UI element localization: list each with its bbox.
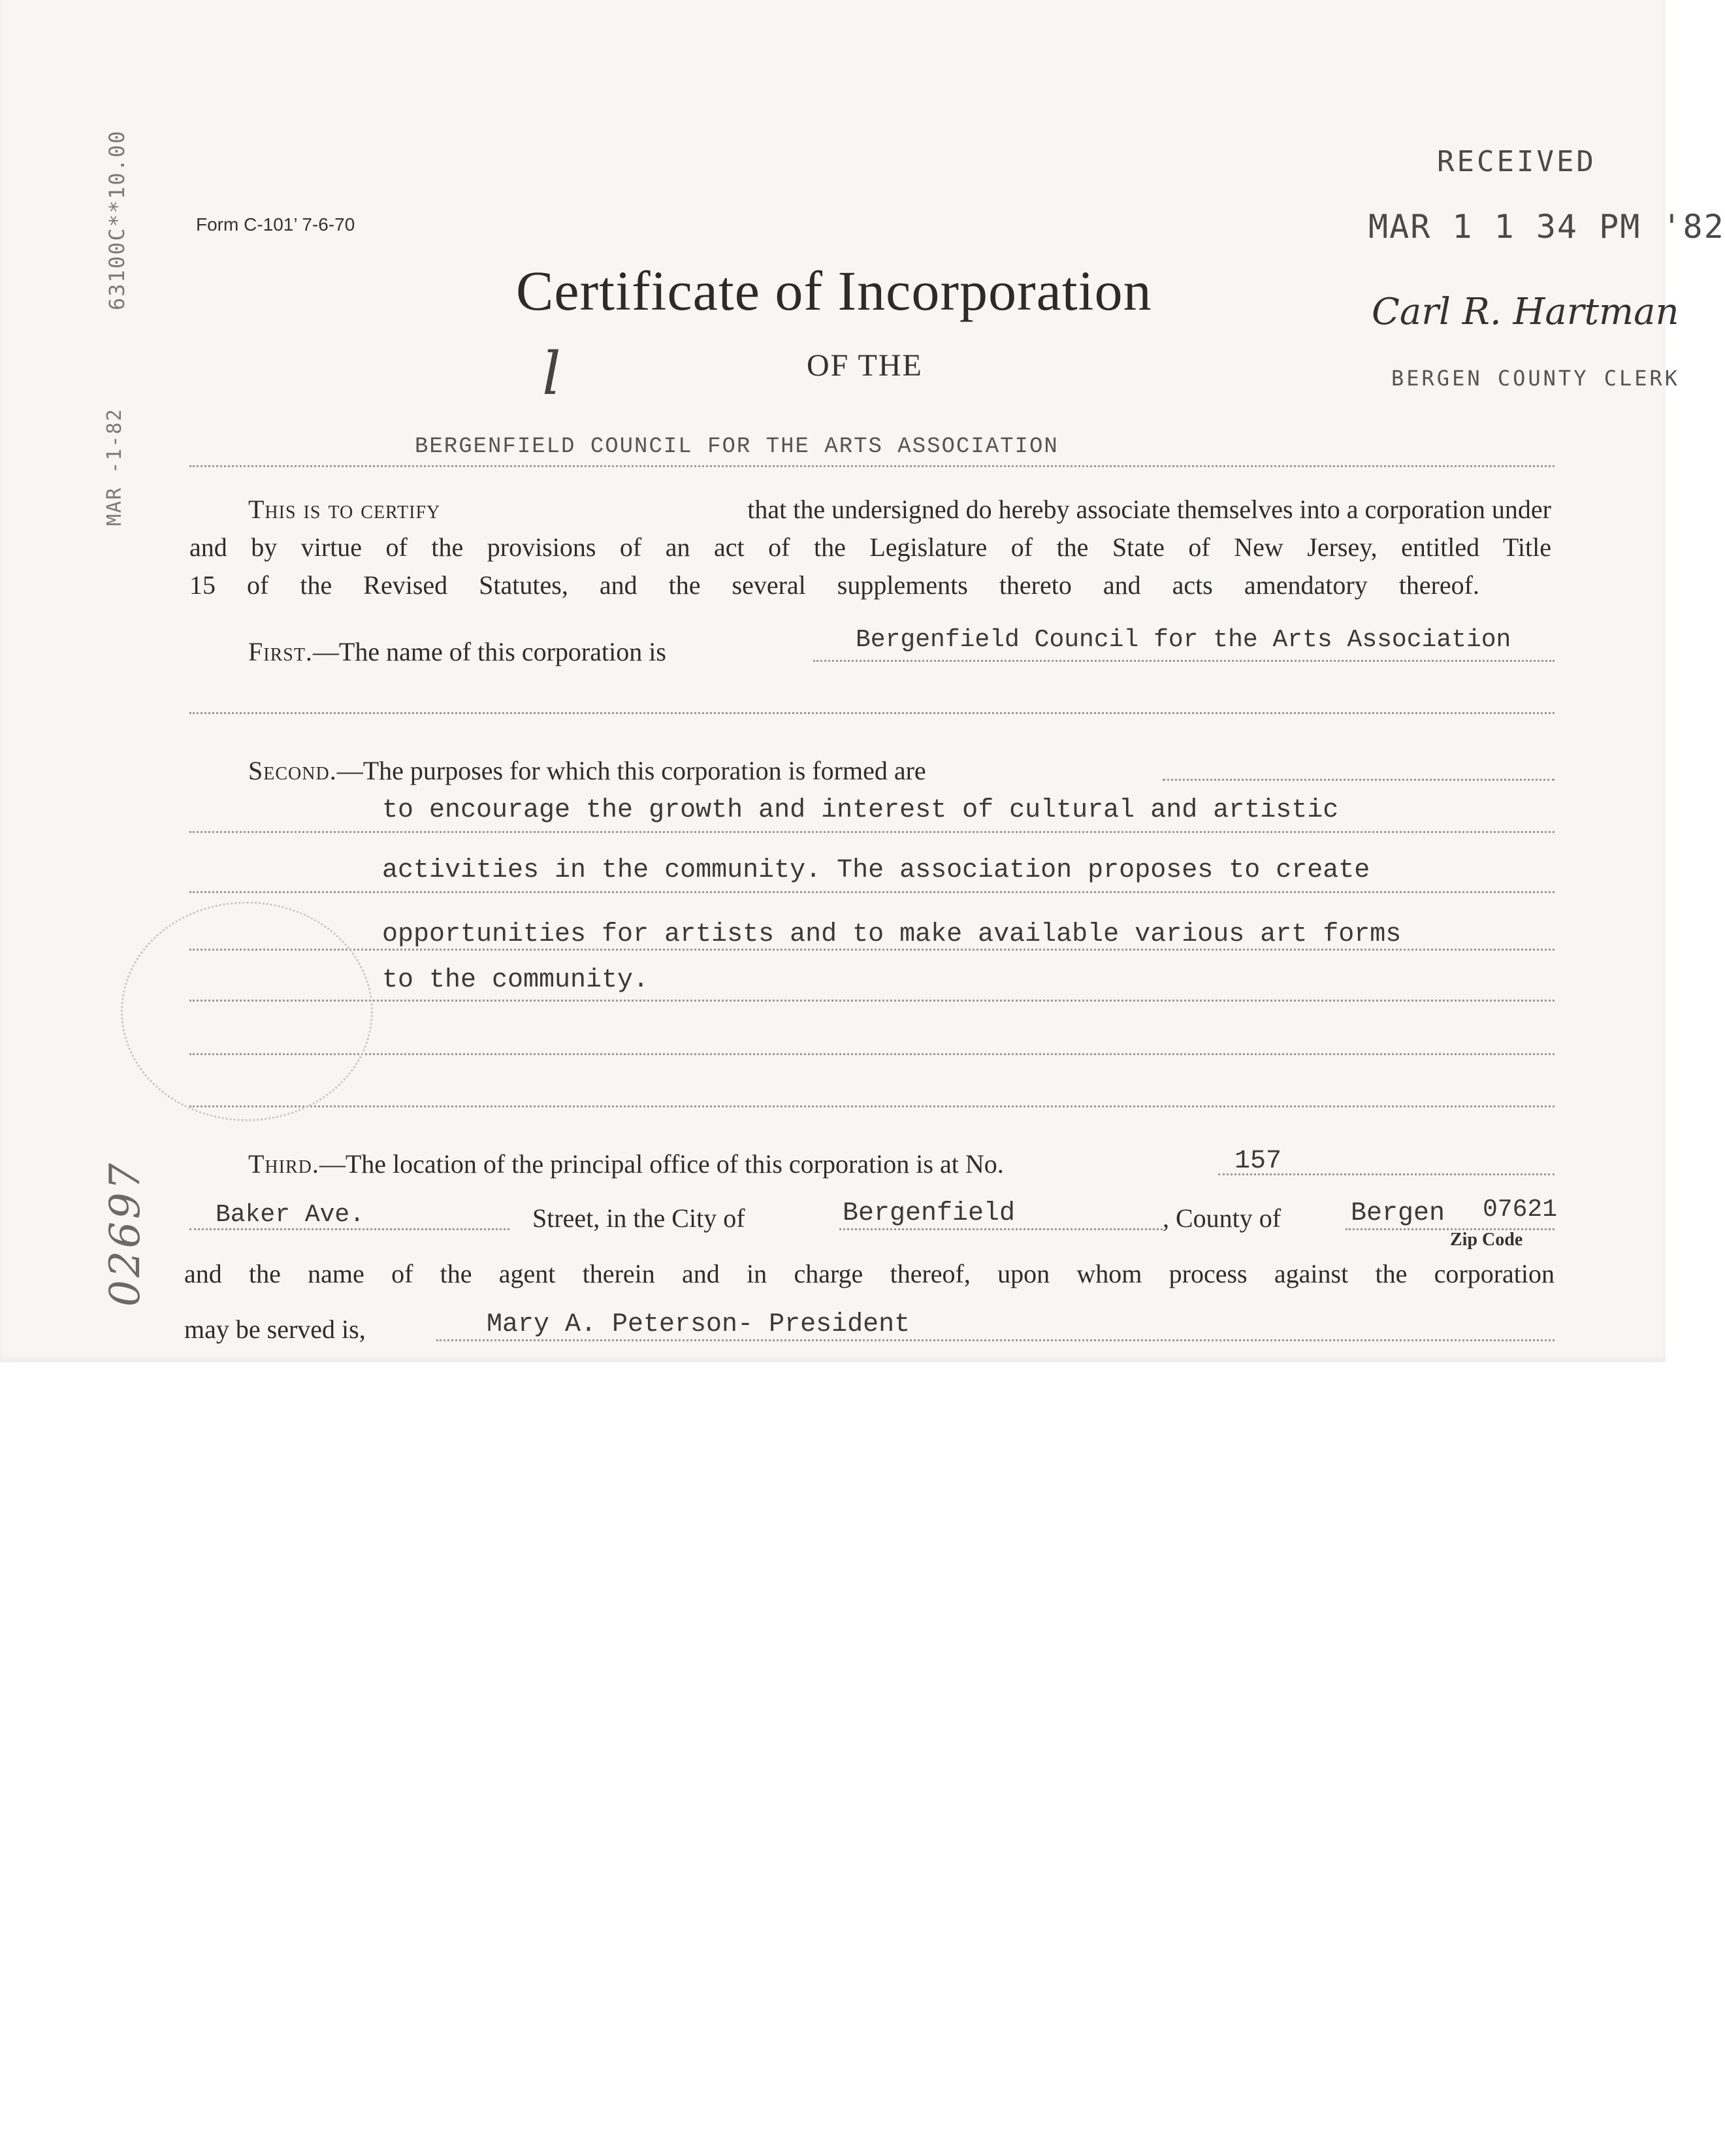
handwritten-mark: l xyxy=(542,340,561,408)
first-text: —The name of this corporation is xyxy=(312,637,666,666)
purpose-line-1: to encourage the growth and interest of cultural and artistic xyxy=(382,796,1339,825)
street-label: Street, in the City of xyxy=(532,1203,745,1233)
intro-line-2: and by virtue of the provisions of an act of the Legislature of the State of New Jersey, entitled Title xyxy=(189,532,1551,562)
received-date-stamp: MAR 1 1 34 PM '82 xyxy=(1368,208,1725,246)
clerk-signature: Carl R. Hartman xyxy=(1372,291,1679,333)
purpose-rule-1 xyxy=(189,831,1555,833)
certify-lead: This is to certify xyxy=(248,495,441,524)
second-field-rule xyxy=(1163,779,1555,781)
third-clause xyxy=(248,1151,1004,1177)
first-clause xyxy=(248,639,666,665)
form-code: Form C-101’ 7-6-70 xyxy=(196,214,355,235)
second-text: —The purposes for which this corporation is formed are xyxy=(336,756,926,785)
purpose-line-2: activities in the community. The association proposes to create xyxy=(382,856,1370,885)
third-label: Third. xyxy=(248,1149,319,1179)
county-value: Bergen xyxy=(1351,1199,1445,1228)
purpose-rule-5 xyxy=(189,1053,1555,1055)
purpose-line-3: opportunities for artists and to make available various art forms xyxy=(382,920,1402,949)
first-label: First. xyxy=(248,637,313,666)
street-number-value: 157 xyxy=(1234,1147,1282,1176)
third-text: —The location of the principal office of this corporation is at No. xyxy=(319,1149,1004,1179)
served-label: may be served is, xyxy=(184,1315,366,1344)
purpose-rule-4 xyxy=(189,1000,1555,1002)
zip-value: 07621 xyxy=(1483,1196,1558,1224)
street-value: Baker Ave. xyxy=(216,1201,365,1229)
intro-line-3: 15 of the Revised Statutes, and the several supplements thereto and acts amendatory thereof. xyxy=(189,570,1479,600)
purpose-rule-6 xyxy=(189,1105,1555,1107)
second-label: Second. xyxy=(248,756,337,785)
purpose-rule-3 xyxy=(189,949,1555,951)
page-title: Certificate of Incorporation xyxy=(516,259,1152,322)
margin-date: MAR -1-82 xyxy=(103,408,126,526)
intro-line-1-rest: that the undersigned do hereby associate themselves into a corporation under xyxy=(747,495,1551,524)
margin-code-1: 63100C**10.00 xyxy=(105,129,129,310)
second-clause xyxy=(248,758,926,784)
purpose-rule-2 xyxy=(189,891,1555,893)
county-label: , County of xyxy=(1163,1203,1282,1233)
intro-line-1 xyxy=(248,497,1551,523)
agent-line: and the name of the agent therein and in charge thereof, upon whom process against the corporation xyxy=(184,1259,1555,1288)
purpose-line-4: to the community. xyxy=(382,966,649,995)
embossed-seal xyxy=(121,902,373,1121)
agent-field-rule xyxy=(436,1339,1555,1341)
corporation-name-value: Bergenfield Council for the Arts Association xyxy=(856,626,1511,654)
first-blank-rule xyxy=(189,712,1555,714)
city-field-rule xyxy=(839,1228,1163,1230)
received-stamp: RECEIVED xyxy=(1437,145,1596,178)
zip-code-label: Zip Code xyxy=(1450,1230,1523,1250)
corporation-name-heading: BERGENFIELD COUNCIL FOR THE ARTS ASSOCIATION xyxy=(415,434,1059,459)
city-value: Bergenfield xyxy=(843,1199,1016,1228)
heading-rule xyxy=(189,465,1555,467)
of-the-heading: OF THE xyxy=(807,348,923,383)
county-clerk-stamp: BERGEN COUNTY CLERK xyxy=(1391,366,1681,391)
agent-value: Mary A. Peterson- President xyxy=(487,1310,911,1339)
first-field-rule xyxy=(813,660,1555,662)
serial-number: 02697 xyxy=(101,1160,150,1307)
